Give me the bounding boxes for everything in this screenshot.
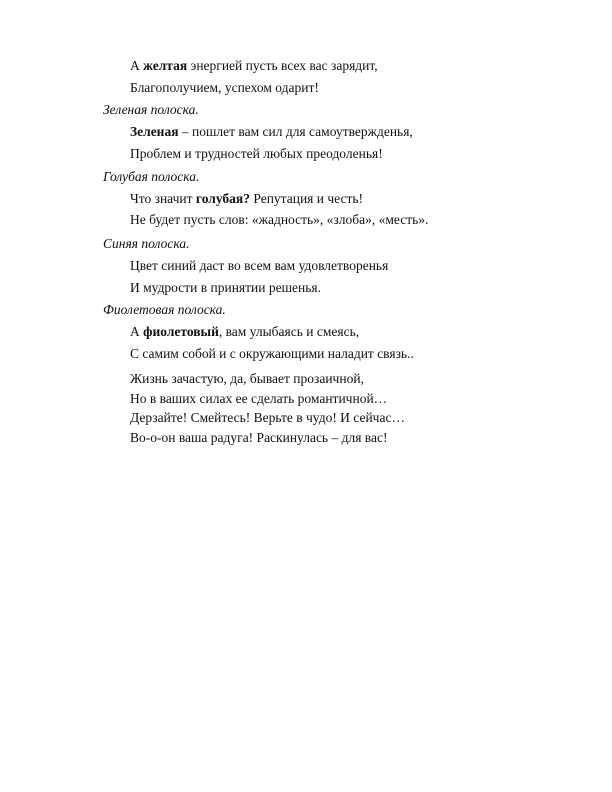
verse-line-violet-2: С самим собой и с окружающими наладит связь.. — [130, 346, 414, 361]
text-fragment: энергией пусть всех вас зарядит, — [187, 58, 378, 73]
text-fragment: А — [130, 324, 144, 339]
text-fragment: , вам улыбаясь и смеясь, — [218, 324, 360, 339]
verse-line-violet-1 — [130, 324, 359, 340]
verse-line-final-4: Во-о-он ваша радуга! Раскинулась – для вас! — [130, 430, 388, 445]
text-fragment: – пошлет вам сил для самоутвержденья, — [178, 124, 413, 139]
verse-line-final-3: Дерзайте! Смейтесь! Верьте в чудо! И сейчас… — [130, 410, 405, 425]
verse-line-green-2: Проблем и трудностей любых преодоленья! — [130, 146, 383, 161]
verse-line-yellow-2: Благополучием, успехом одарит! — [130, 80, 319, 95]
verse-line-final-2: Но в ваших силах ее сделать романтичной… — [130, 391, 388, 406]
bold-color-word: фиолетовый — [143, 324, 219, 339]
heading-blue-stripe: Голубая полоска. — [103, 169, 200, 184]
verse-line-blue-2: Не будет пусть слов: «жадность», «злоба», «месть». — [130, 212, 429, 227]
heading-darkblue-stripe: Синяя полоска. — [103, 236, 190, 251]
bold-color-word: желтая — [143, 58, 188, 73]
verse-line-yellow-1 — [130, 58, 378, 74]
heading-violet-stripe: Фиолетовая полоска. — [103, 302, 226, 317]
verse-line-green-1 — [130, 124, 413, 140]
verse-line-darkblue-2: И мудрости в принятии решенья. — [130, 280, 321, 295]
verse-line-blue-1 — [130, 191, 363, 207]
heading-green-stripe: Зеленая полоска. — [103, 102, 199, 117]
bold-color-word: голубая? — [195, 191, 250, 206]
verse-line-darkblue-1: Цвет синий даст во всем вам удовлетворенья — [130, 258, 389, 273]
text-fragment: Что значит — [130, 191, 196, 206]
verse-line-final-1: Жизнь зачастую, да, бывает прозаичной, — [130, 371, 364, 386]
bold-color-word: Зеленая — [130, 124, 179, 139]
text-fragment: Репутация и честь! — [250, 191, 364, 206]
text-fragment: А — [130, 58, 144, 73]
